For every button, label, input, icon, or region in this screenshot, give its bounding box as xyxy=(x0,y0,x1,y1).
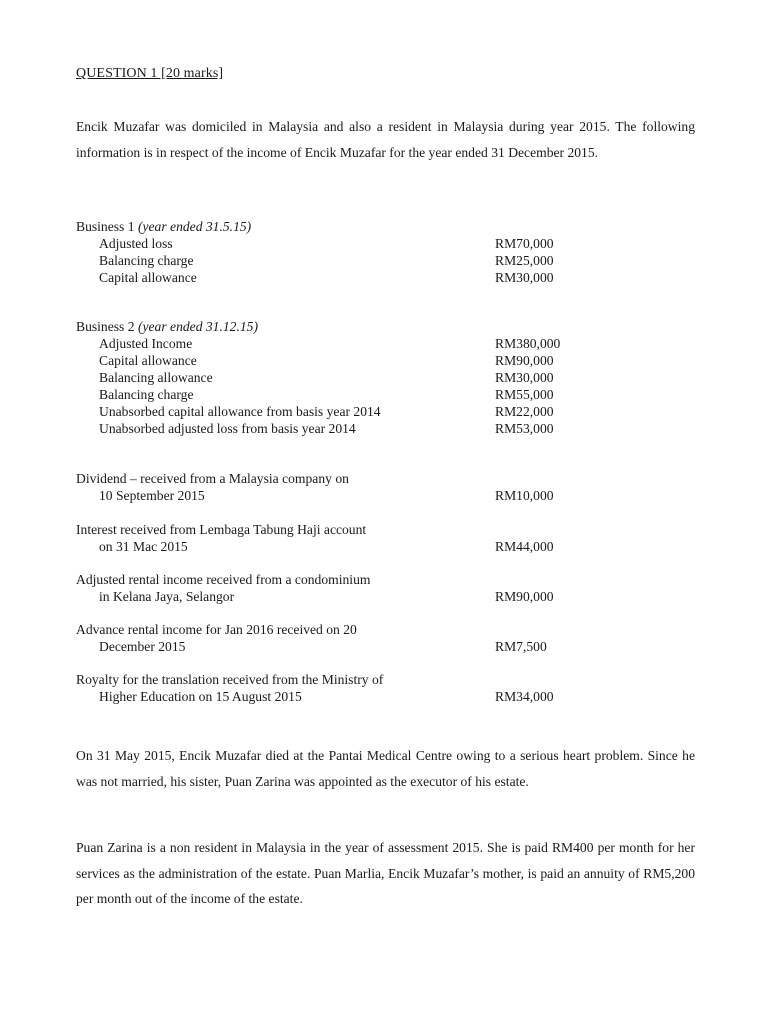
business2-row-label: Adjusted Income xyxy=(99,336,193,351)
income-item-amount: RM7,500 xyxy=(495,639,547,654)
income-item-description-cont: Higher Education on 15 August 2015 xyxy=(99,689,302,704)
business2-row xyxy=(76,386,696,403)
income-item-description-cont: 10 September 2015 xyxy=(99,488,205,503)
business1-row xyxy=(76,252,696,269)
business2-row xyxy=(76,335,696,352)
business2-row-amount: RM53,000 xyxy=(495,421,554,436)
income-item-line1 xyxy=(76,671,696,688)
business2-row-amount: RM22,000 xyxy=(495,404,554,419)
income-item-description: Interest received from Lembaga Tabung Haji account xyxy=(76,522,367,537)
income-item-amount: RM90,000 xyxy=(495,589,554,604)
income-item-line1 xyxy=(76,621,696,638)
income-item-description: Adjusted rental income received from a condominium xyxy=(76,572,371,587)
business2-period: (year ended 31.12.15) xyxy=(137,319,258,334)
income-item-line2 xyxy=(76,538,696,555)
income-item-description: Advance rental income for Jan 2016 received on 20 xyxy=(76,622,357,637)
business2-row-label: Unabsorbed capital allowance from basis year 2014 xyxy=(99,404,381,419)
income-item-line2 xyxy=(76,588,696,605)
income-item-line1 xyxy=(76,521,696,538)
income-item-amount: RM44,000 xyxy=(495,539,554,554)
business2-title: Business 2 xyxy=(76,319,135,334)
income-item-line1 xyxy=(76,571,696,588)
business1-row xyxy=(76,235,696,252)
business2-row-amount: RM30,000 xyxy=(495,370,554,385)
business1-row-label: Capital allowance xyxy=(99,270,197,285)
business2-row-label: Balancing charge xyxy=(99,387,194,402)
business2-row xyxy=(76,352,696,369)
business1-row-amount: RM30,000 xyxy=(495,270,554,285)
business2-heading xyxy=(76,318,696,335)
business1-row-label: Adjusted loss xyxy=(99,236,173,251)
business1-heading xyxy=(76,218,696,235)
income-item-line2 xyxy=(76,638,696,655)
business2-row-amount: RM380,000 xyxy=(495,336,561,351)
business1-row xyxy=(76,269,696,286)
business1-title: Business 1 xyxy=(76,219,135,234)
income-item-line2 xyxy=(76,487,696,504)
business1-title-line xyxy=(76,218,251,235)
business1-row-amount: RM70,000 xyxy=(495,236,554,251)
business2-row-label: Unabsorbed adjusted loss from basis year 2014 xyxy=(99,421,356,436)
business2-title-line xyxy=(76,318,258,335)
income-item-amount: RM34,000 xyxy=(495,689,554,704)
business1-period: (year ended 31.5.15) xyxy=(137,219,252,234)
intro-paragraph: Encik Muzafar was domiciled in Malaysia and also a resident in Malaysia during year 2015. The following information is in respect of the income of Encik Muzafar for the year ended 31 December 2015. xyxy=(76,119,695,160)
income-item-description-cont: in Kelana Jaya, Selangor xyxy=(99,589,235,604)
income-item-description: Dividend – received from a Malaysia company on xyxy=(76,471,349,486)
death-paragraph: On 31 May 2015, Encik Muzafar died at the Pantai Medical Centre owing to a serious heart problem. Since he was not married, his sister, Puan Zarina was appointed as the executor of his estate. xyxy=(76,748,695,789)
business2-row xyxy=(76,403,696,420)
income-item-line2 xyxy=(76,688,696,705)
business1-row-amount: RM25,000 xyxy=(495,253,554,268)
business2-row-amount: RM55,000 xyxy=(495,387,554,402)
executor-paragraph: Puan Zarina is a non resident in Malaysia in the year of assessment 2015. She is paid RM400 per month for her services as the administration of the estate. Puan Marlia, Encik Muzafar’s mother, is paid an annuity of RM5,200 per month out of the income of the estate. xyxy=(76,840,695,906)
business2-row-amount: RM90,000 xyxy=(495,353,554,368)
income-item-amount: RM10,000 xyxy=(495,488,554,503)
business2-row-label: Capital allowance xyxy=(99,353,197,368)
income-item-description-cont: December 2015 xyxy=(99,639,186,654)
income-item-description: Royalty for the translation received from the Ministry of xyxy=(76,672,384,687)
business2-row xyxy=(76,420,696,437)
question-heading: QUESTION 1 [20 marks] xyxy=(76,66,224,81)
business2-row xyxy=(76,369,696,386)
business1-row-label: Balancing charge xyxy=(99,253,194,268)
business2-row-label: Balancing allowance xyxy=(99,370,213,385)
income-item-description-cont: on 31 Mac 2015 xyxy=(99,539,188,554)
income-item-line1 xyxy=(76,470,696,487)
